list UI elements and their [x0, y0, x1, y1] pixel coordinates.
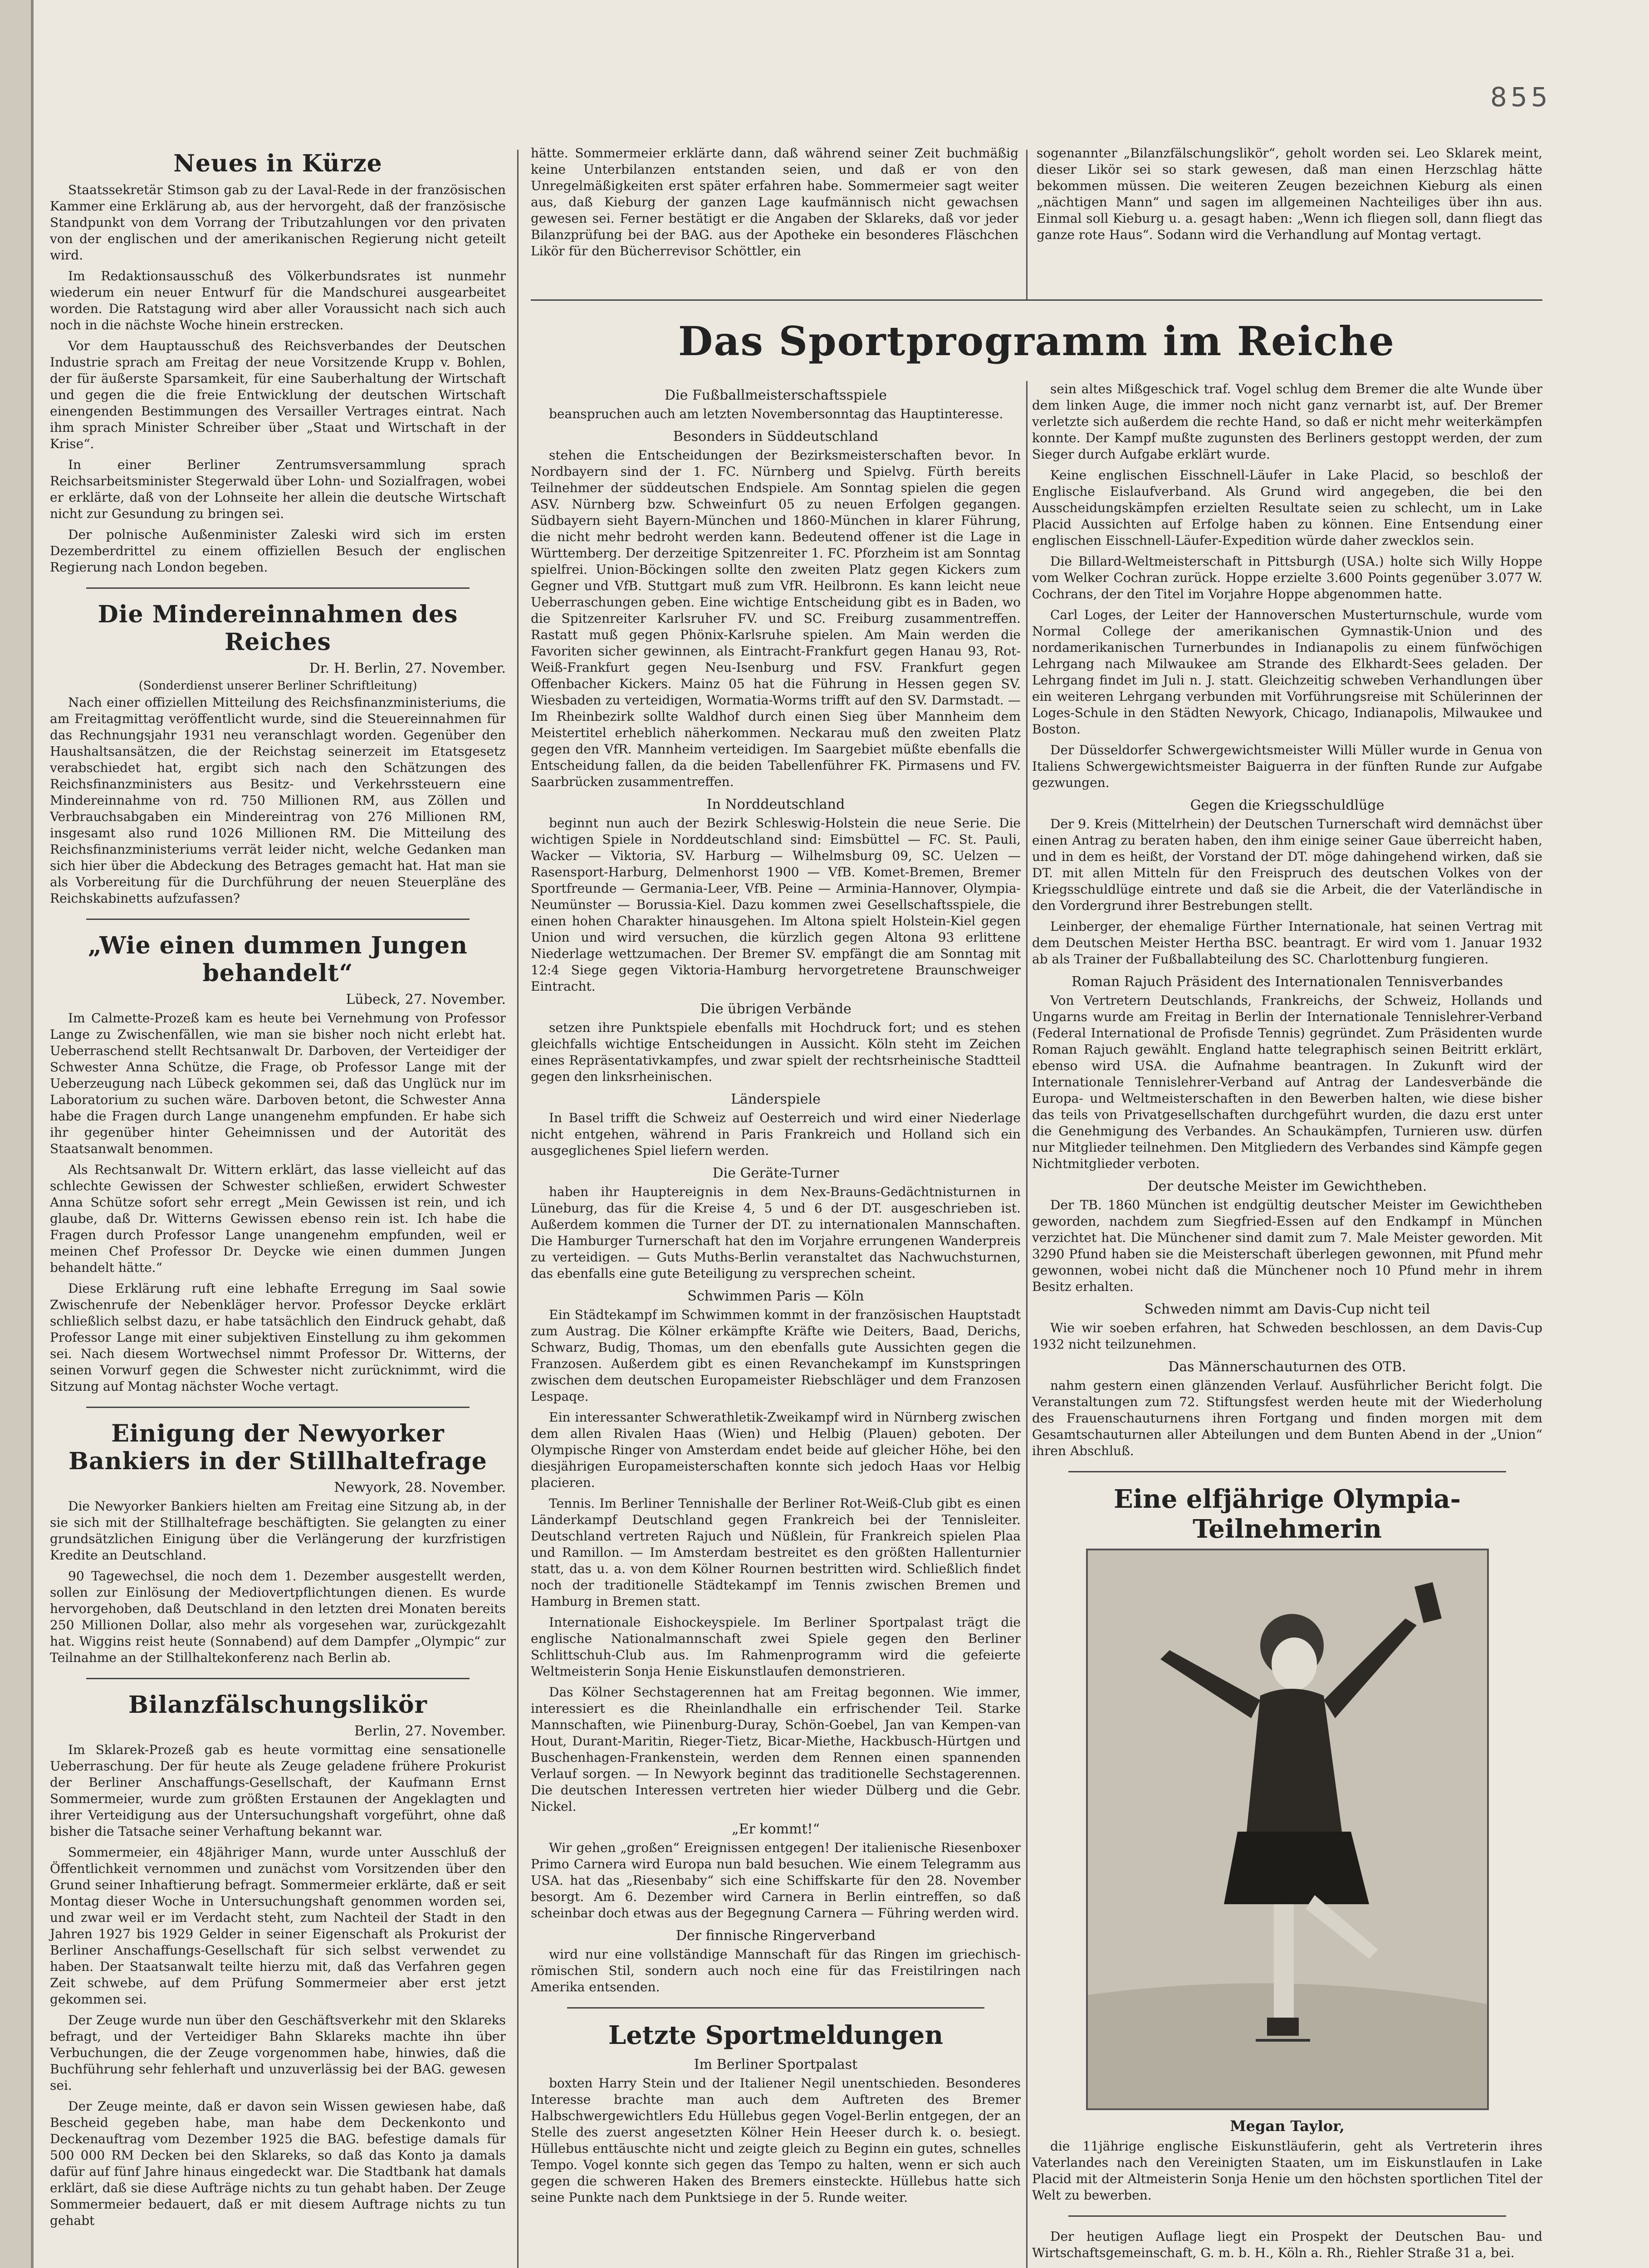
paragraph: Keine englischen Eisschnell-Läufer in Lake Placid, so beschloß der Englische Eislaufverband. Als Grund wird angegeben, die bei den Ausscheidungskämpfen erzielten Resultate seien zu schlecht, um in Lake Placid Aussichten auf Erfolge haben zu können. Eine Entsendung einer englischen Eisschnell-Läufer-Expedition würde daher zwecklos sein. [1032, 468, 1542, 548]
sport-column-left [531, 381, 1021, 2210]
paragraph: Der TB. 1860 München ist endgültig deutscher Meister im Gewichtheben geworden, nachdem zum Siegfried-Essen auf den Endkampf in München verzichtet hat. Die Münchener sind damit zum 7. Male Meister geworden. Mit 3290 Pfund haben sie die Meisterschaft überlegen gewonnen, mit Pfund mehr gewonnen, wobei nicht daß die Münchener noch 10 Pfund mehr in ihrem Besitz erhalten. [1032, 1198, 1542, 1294]
paragraph: Das Kölner Sechstagerennen hat am Freitag begonnen. Wie immer, interessiert es die Rheinlandhalle ein erfrischender Teil. Starke Mannschaften, wie Piinenburg-Duray, Schön-Goebel, Jan van Kempen-van Hout, Durant-Maritin, Rieger-Tietz, Bicar-Miethe, Hackbusch-Hürtgen und Buschenhagen-Frankenstein, werden dem Rennen einen spannenden Verlauf sorgen. — In Newyork beginnt das traditionelle Sechstagerennen. Die deutschen Interessen vertreten hier wieder Dülberg und die Gebr. Nickel. [531, 1685, 1021, 1814]
subheading: Der finnische Ringerverband [675, 1928, 876, 1944]
paragraph: In einer Berliner Zentrumsversammlung sprach Reichsarbeitsminister Stegerwald über Lohn- und Sozialfragen, wobei er erklärte, daß von der Lohnseite her allein die deutsche Wirtschaft nicht zur Gesundung zu bringen sei. [50, 457, 506, 521]
subheading: Schwimmen Paris — Köln [687, 1288, 864, 1304]
column-rule [1026, 150, 1028, 299]
paragraph: beanspruchen auch am letzten Novembersonntag das Hauptinteresse. [549, 406, 1003, 421]
paragraph: Internationale Eishockeyspiele. Im Berliner Sportpalast trägt die englische Nationalmannschaft zwei Spiele gegen den Berliner Schlittschuh-Club aus. Im Rahmenprogramm wird die gefeierte Weltmeisterin Sonja Henie Eiskunstlaufen demonstrieren. [531, 1615, 1021, 1679]
divider [567, 2007, 984, 2009]
divider [86, 1678, 470, 1679]
photo-caption: Megan Taylor, [1230, 2117, 1345, 2135]
paragraph: Im Sklarek-Prozeß gab es heute vormittag eine sensationelle Ueberraschung. Der für heute als Zeuge geladene frühere Prokurist der Berliner Anschaffungs-Gesellschaft, der Kaufmann Ernst Sommermeier, wurde zum größten Erstaunen der Angeklagten und ihrer Verteidigung aus der Untersuchungshaft vorgeführt, ohne daß bisher die Tatsache seiner Verhaftung bekannt war. [50, 1742, 506, 1839]
paragraph: beginnt nun auch der Bezirk Schleswig-Holstein die neue Serie. Die wichtigen Spiele in Norddeutschland sind: Eimsbüttel — FC. St. Pauli, Wacker — Viktoria, SV. Harburg — Wilhelmsburg 09, SC. Uelzen — Rasensport-Harburg, Delmenhorst 1900 — VfB. Komet-Bremen, Bremer Sportfreunde — Germania-Leer, VfB. Peine — Arminia-Hannover, Olympia-Neumünster — Borussia-Kiel. Dazu kommen zwei Gesellschaftsspiele, die einen hohen Charakter hinausgehen. Im Altona spielt Holstein-Kiel gegen Union und wird versuchen, die kürzlich gegen Altona 93 erlittene Niederlage wettzumachen. Der Bremer SV. empfängt die am Sonntag mit 12:4 Siege gegen Viktoria-Hamburg hervorgetretene Braunschweiger Eintracht. [531, 816, 1021, 994]
olympia-title: Eine elfjährige Olympia-Teilnehmerin [1114, 1484, 1461, 1544]
article-mindereinnahmen [50, 601, 506, 907]
paragraph: Als Rechtsanwalt Dr. Wittern erklärt, das lasse vielleicht auf das schlechte Gewissen der Schwester schließen, erwidert Schwester Anna Schütze sofort sehr erregt „Mein Gewissen ist rein, und ich glaube, daß Dr. Witterns Gewissen ebenso rein ist. Ich habe die Fragen durch Professor Lange unangenehm empfunden, weil er meinen Chef Professor Dr. Deycke wie einen dummen Jungen behandelt hätte.“ [50, 1162, 506, 1275]
divider [86, 587, 470, 589]
paragraph: Leinberger, der ehemalige Fürther Internationale, hat seinen Vertrag mit dem Deutschen Meister Hertha BSC. beantragt. Er wird vom 1. Januar 1932 ab als Trainer der Fußballabteilung des SC. Charlottenburg fungieren. [1032, 919, 1542, 967]
subheading: Die übrigen Verbände [700, 1001, 851, 1017]
paragraph: Der 9. Kreis (Mittelrhein) der Deutschen Turnerschaft wird demnächst über einen Antrag zu beraten haben, den ihm einige seiner Gaue überreicht haben, und in dem es heißt, der Vorstand der DT. möge dahingehend wirken, daß sie DT. mit allen Mitteln für den Freispruch des deutschen Volkes von der Kriegsschuldlüge eintrete und daß sie die Arbeit, die der Vaterländische in den Vordergrund ihrer Bestrebungen stellt. [1032, 816, 1542, 913]
column-rule [517, 150, 519, 2268]
publisher-note: Der heutigen Auflage liegt ein Prospekt der Deutschen Bau- und Wirtschaftsgemeinschaft, G. m. b. H., Köln a. Rh., Riehler Straße 31 a, bei. [1032, 2229, 1542, 2260]
previous-page-edge [0, 0, 34, 2268]
paragraph: Der Düsseldorfer Schwergewichtsmeister Willi Müller wurde in Genua von Italiens Schwergewichtsmeister Baiguerra in der fünften Runde zur Aufgabe gezwungen. [1032, 743, 1542, 790]
paragraph: In Basel trifft die Schweiz auf Oesterreich und wird einer Niederlage nicht entgehen, während in Paris Frankreich und Holland sich ein ausgeglichenes Spiel liefern werden. [531, 1110, 1021, 1158]
article-title: Neues in Kürze [173, 150, 382, 177]
article-title: Einigung der Newyorker Bankiers in der Stillhaltefrage [69, 1420, 487, 1475]
paragraph: haben ihr Hauptereignis in dem Nex-Brauns-Gedächtnisturnen in Lüneburg, das für die Kreise 4, 5 und 6 der DT. ausgeschrieben ist. Außerdem kommen die Turner der DT. zu internationalen Mannschaften. Die Hamburger Turnerschaft hat den im Vorjahre errungenen Wanderpreis zu verteidigen. — Guts Muths-Berlin veranstaltet das Nachwuchsturnen, das ebenfalls eine gute Beteiligung zu versprechen scheint. [531, 1184, 1021, 1281]
subheading: In Norddeutschland [706, 797, 845, 812]
paragraph: Wie wir soeben erfahren, hat Schweden beschlossen, an dem Davis-Cup 1932 nicht teilzunehmen. [1032, 1320, 1542, 1352]
letzte-sport-title: Letzte Sportmeldungen [608, 2020, 944, 2050]
article-title: Bilanzfälschungslikör [128, 1691, 427, 1719]
divider [86, 1407, 470, 1408]
subheading: Gegen die Kriegsschuldlüge [1190, 797, 1385, 813]
paragraph: Im Redaktionsausschuß des Völkerbundsrates ist nunmehr wiederum ein neuer Entwurf für die Mandschurei ausgearbeitet worden. Die Ratstagung wird aber aller Voraussicht nach sich auch noch in die nächste Woche hinein erstrecken. [50, 269, 506, 332]
subheading: Das Männerschauturnen des OTB. [1168, 1359, 1406, 1375]
paragraph: Der Zeuge wurde nun über den Geschäftsverkehr mit den Sklareks befragt, und der Verteidiger Bahn Sklareks machte ihn über Verbuchungen, die der Zeuge vorgenommen habe, hinwies, daß die Buchführung sehr fehlerhaft und unzuverlässig bei der BAG. gewesen sei. [50, 2013, 506, 2093]
article-bilanz [50, 1691, 506, 2229]
paragraph: nahm gestern einen glänzenden Verlauf. Ausführlicher Bericht folgt. Die Veranstaltungen zum 72. Stiftungsfest werden heute mit der Wiederholung des Frauenschauturnens ihren Fortgang und finden morgen mit dem Gesamtschauturnen aller Abteilungen und dem Bunten Abend in der „Union“ ihren Abschluß. [1032, 1378, 1542, 1458]
article-jungen [50, 932, 506, 1395]
divider [1068, 1471, 1506, 1472]
paragraph: Die Billard-Weltmeisterschaft in Pittsburgh (USA.) holte sich Willy Hoppe vom Welker Cochran zurück. Hoppe erzielte 3.600 Points gegenüber 3.077 W. Cochrans, der den Titel im Vorjahre Hoppe abgenommen hatte. [1032, 554, 1542, 601]
paragraph: Vor dem Hauptausschuß des Reichsverbandes der Deutschen Industrie sprach am Freitag der neue Vorsitzende Krupp v. Bohlen, der für äußerste Sparsamkeit, für eine Sauberhaltung der Wirtschaft und gegen die die freie Entwicklung der deutschen Wirtschaft einengenden Bestimmungen des Versailler Vertrages eintrat. Nach ihm sprach Minister Schreiber über „Staat und Wirtschaft in der Krise“. [50, 338, 506, 451]
paragraph: Nach einer offiziellen Mitteilung des Reichsfinanzministeriums, die am Freitagmittag veröffentlicht wurde, sind die Steuereinnahmen für das Rechnungsjahr 1931 neu veranschlagt worden. Gegenüber den Haushaltsansätzen, die der Reichstag seinerzeit im Etatsgesetz verabschiedet hat, ergibt sich nach den Schätzungen des Reichsfinanzministers aus Besitz- und Verkehrssteuern eine Mindereinnahme von rd. 750 Millionen RM, aus Zöllen und Verbrauchsabgaben ein Mindereintrag von 276 Millionen RM, insgesamt also rund 1026 Millionen RM. Die Mitteilung des Reichsfinanzministeriums verrät leider nicht, welche Gedanken man sich hier über die Abdeckung des Betrages gemacht hat. Hat man sie als Vorbereitung für die Durchführung der neuen Steuerpläne des Reichskabinetts aufzufassen? [50, 695, 506, 906]
paragraph: Ein interessanter Schwerathletik-Zweikampf wird in Nürnberg zwischen dem allen Rivalen Haas (Wien) und Helbig (Plauen) geboten. Der Olympische Ringer von Amsterdam endet beide auf gleicher Höhe, bei den diesjährigen Europameisterschaften konnte sich jedoch Haas vor Helbig placieren. [531, 1410, 1021, 1490]
page-number: 855 [1490, 82, 1551, 112]
subheading: Schweden nimmt am Davis-Cup nicht teil [1144, 1301, 1430, 1317]
paragraph: Carl Loges, der Leiter der Hannoverschen Musterturnschule, wurde vom Normal College der amerikanischen Gymnastik-Union und des nordamerikanischen Turnerbundes in Indianapolis zu einem fünfwöchigen Lehrgang nach Milwaukee am Strande des Elkhardt-Sees geladen. Der Lehrgang findet im Juli n. J. statt. Gleichzeitig schweben Verhandlungen über ein weiteren Lehrgang verbunden mit Vorführungsreise mit Schülerinnen der Loges-Schule in den Städten Newyork, Chicago, Indianapolis, Milwaukee und Boston. [1032, 607, 1542, 737]
paragraph: Der polnische Außenminister Zaleski wird sich im ersten Dezemberdrittel zu einem offiziellen Besuch der englischen Regierung nach London begeben. [50, 527, 506, 575]
divider [1068, 2215, 1506, 2217]
dateline: Lübeck, 27. November. [346, 992, 506, 1007]
paragraph: 90 Tagewechsel, die noch dem 1. Dezember ausgestellt werden, sollen zur Einlösung der Mediovertpflichtungen dienen. Es wurde hervorgehoben, daß Deutschland in den letzten drei Monaten bereits 250 Millionen Dollar, also mehr als vorgesehen war, zurückgezahlt hat. Wiggins reist heute (Sonnabend) auf dem Dampfer „Olympic“ zur Teilnahme an der Stillhaltekonferenz nach Berlin ab. [50, 1569, 506, 1665]
paragraph: Diese Erklärung ruft eine lebhafte Erregung im Saal sowie Zwischenrufe der Nebenkläger hervor. Professor Deycke erklärt schließlich selbst dazu, er habe tatsächlich den Eindruck gehabt, daß Professor Lange mit einer subjektiven Einstellung zu ihm gekommen sei. Nach diesem Wortwechsel nimmt Professor Dr. Witterns, der seinen Vorwurf gegen die Schwester nicht zurücknimmt, wird die Sitzung auf Montag nächster Woche vertagt. [50, 1281, 506, 1394]
divider [531, 299, 1542, 301]
paragraph: Im Calmette-Prozeß kam es heute bei Vernehmung von Professor Lange zu Zwischenfällen, wie man sie bisher noch nicht erlebt hat. Ueberraschend stellt Rechtsanwalt Dr. Darboven, der Verteidiger der Schwester Anna Schütze, die Frage, ob Professor Lange mit der Ueberzeugung nach Lübeck gekommen sei, daß das Unglück nur im Laboratorium zu suchen wäre. Darboven betont, die Schwester Anna habe die Fragen durch Lange unangenehm empfunden. Er habe sich ihr gegenüber hinter Geheimnissen und der Autorität des Staatsanwalt benommen. [50, 1011, 506, 1156]
paragraph: boxten Harry Stein und der Italiener Negil unentschieden. Besonderes Interesse brachte man auch dem Auftreten des Bremer Halbschwergewichtlers Edu Hüllebus gegen Vogel-Berlin entgegen, der an Stelle des zuerst angesetzten Kölner Hein Heeser durch k. o. besiegt. Hüllebus enttäuschte nicht und zeigte gleich zu Beginn ein gutes, schnelles Tempo. Vogel konnte sich gegen das Tempo zu halten, wenn er sich auch gegen die schweren Haken des Bremers einsteckte. Hüllebus hatte sich seine Punkte nach dem Punktsiege in der 5. Runde weiter. [531, 2076, 1021, 2205]
article-neues [50, 150, 506, 576]
paragraph: die 11jährige englische Eiskunstläuferin, geht als Vertreterin ihres Vaterlandes nach den Vereinigten Staaten, um im Eiskunstlaufen in Lake Placid mit der Altmeisterin Sonja Henie um den höchsten sportlichen Titel der Welt zu bewerben. [1032, 2139, 1542, 2203]
bilanz-continuation-b: sogenannter „Bilanzfälschungslikör“, geholt worden sei. Leo Sklarek meint, dieser Likör sei so stark gewesen, daß man einen Herzschlag hätte bekommen müssen. Die weiteren Zeugen bezeichnen Kieburg als einen „nächtigen Mann“ und sagen im allgemeinen Nachteiliges über ihn aus. Einmal soll Kieburg u. a. gesagt haben: „Wenn ich fliegen soll, dann fliegt das ganze rote Haus“. Sodann wird die Verhandlung auf Montag vertagt. [1037, 146, 1542, 242]
service-note: (Sonderdienst unserer Berliner Schriftleitung) [138, 679, 417, 693]
dateline: Newyork, 28. November. [334, 1480, 506, 1496]
paragraph: Tennis. Im Berliner Tennishalle der Berliner Rot-Weiß-Club gibt es einen Länderkampf Deutschland gegen Frankreich bei der Tennisleiter. Deutschland vertreten Rajuch und Nüßlein, für Frankreich spielen Plaa und Ramillon. — Im Amsterdam bestreitet es den größten Hallenturnier statt, das u. a. von dem Kölner Rournen bestritten wird. Schließlich findet noch der traditionelle Städtekampf im Tennis zwischen Bremen und Hamburg in Bremen statt. [531, 1496, 1021, 1609]
article-title: Die Mindereinnahmen des Reiches [98, 601, 458, 656]
subheading: Im Berliner Sportpalast [694, 2057, 858, 2072]
paragraph: Sommermeier, ein 48jähriger Mann, wurde unter Ausschluß der Öffentlichkeit vernommen und zunächst vom Vorsitzenden über den Grund seiner Inhaftierung befragt. Sommermeier erklärte, daß er seit Montag dieser Woche in Untersuchungshaft genommen worden sei, und zwar weil er im Verdacht steht, zum Nachteil der Stadt in den Jahren 1927 bis 1929 Gelder in seiner Eigenschaft als Prokurist der Berliner Anschaffungs-Gesellschaft für sich selbst verwendet zu haben. Der Staatsanwalt teilte hierzu mit, daß das Verfahren gegen Zeit schwebe, auf dem Prüfung Sommermeier aber erst jetzt gekommen sei. [50, 1845, 506, 2007]
divider [86, 919, 470, 920]
dateline: Berlin, 27. November. [354, 1723, 506, 1739]
paragraph: wird nur eine vollständige Mannschaft für das Ringen im griechisch-römischen Stil, sondern auch noch eine für das Freistilringen nach Amerika entsenden. [531, 1947, 1021, 1994]
subheading: Die Fußballmeisterschaftsspiele [665, 387, 887, 403]
dateline: Dr. H. Berlin, 27. November. [309, 660, 506, 676]
subheading: Besonders in Süddeutschland [673, 429, 879, 445]
article-title: „Wie einen dummen Jungen behandelt“ [88, 932, 468, 987]
article-newyork [50, 1420, 506, 1666]
paragraph: Ein Städtekampf im Schwimmen kommt in der französischen Hauptstadt zum Austrag. Die Kölner erkämpfte Kräfte wie Deiters, Baad, Derichs, Schwarz, Budig, Thomas, um den ebenfalls gute Aussichten gegen die Franzosen. Außerdem gibt es einen Revanchekampf im Kunstspringen zwischen dem deutschen Europameister Riebschläger und dem Franzosen Lespaqe. [531, 1307, 1021, 1404]
subheading: „Er kommt!“ [732, 1821, 820, 1837]
paragraph: Von Vertretern Deutschlands, Frankreichs, der Schweiz, Hollands und Ungarns wurde am Freitag in Berlin der Internationale Tennislehrer-Verband (Federal International de Profisde Tennis) gegründet. Zum Präsidenten wurde Roman Rajuch gewählt. England hatte telegraphisch seinen Beitritt erklärt, ebenso wird USA. die Aufnahme beantragen. In Zukunft wird der Internationale Tennislehrer-Verband auf Antrag der Landesverbände die Europa- und Weltmeisterschaften in den Bewerben halten, wie diese bisher das teils von Privatgesellschaften durchgeführt wurden, die dazu erst unter die Genehmigung des Verbandes. An Schaukämpfen, Turnieren usw. dürfen nur Mitglieder teilnehmen. Den Mitgliedern des Verbandes sind Kämpfe gegen Nichtmitglieder verboten. [1032, 993, 1542, 1171]
sport-headline: Das Sportprogramm im Reiche [678, 318, 1395, 365]
subheading: Roman Rajuch Präsident des Internationalen Tennisverbandes [1072, 974, 1503, 990]
bilanz-continuation-a: hätte. Sommermeier erklärte dann, daß während seiner Zeit buchmäßig keine Unterbilanzen entstanden seien, und daß er von den Unregelmäßigkeiten erst später erfahren habe. Sommermeier sagt weiter aus, daß Kieburg der ganzen Lage kaufmännisch nicht gewachsen gewesen sei. Ferner bestätigt er die Angaben der Sklareks, daß vor jeder Bilanzprüfung bei der BAG. aus der Apotheke ein besonderes Fläschchen Likör für den Bücherrevisor Schöttler, ein [531, 146, 1018, 259]
skater-figure [1088, 1550, 1487, 2108]
subheading: Der deutsche Meister im Gewichtheben. [1147, 1178, 1427, 1194]
column-1 [50, 150, 506, 2234]
paragraph: Der Zeuge meinte, daß er davon sein Wissen gewiesen habe, daß Bescheid gegeben habe, man habe dem Deckenkonto und Deckenauftrag vom Dezember 1925 die BAG. befestige damals für 500 000 RM Decken bei den Sklareks, so daß das Konto ja damals dafür auf fünf Jahre hinaus eingedeckt war. Die Stadtbank hat damals erklärt, daß sie diese Aufträge nichts zu tun gehabt haben. Der Zeuge Sommermeier bedauert, daß er mit diesem Auftrage nichts zu tun gehabt [50, 2099, 506, 2228]
subheading: Länderspiele [731, 1091, 821, 1107]
column-rule [1026, 381, 1028, 2268]
sport-column-right [1032, 381, 1542, 2266]
paragraph: Staatssekretär Stimson gab zu der Laval-Rede in der französischen Kammer eine Erklärung ab, aus der hervorgeht, daß der französische Standpunkt von dem Vorrang der Tributzahlungen vor den privaten von der englischen und der amerikanischen Regierung nicht geteilt wird. [50, 182, 506, 263]
skater-photo [1086, 1549, 1489, 2110]
paragraph: sein altes Mißgeschick traf. Vogel schlug dem Bremer die alte Wunde über dem linken Auge, die immer noch nicht ganz vernarbt ist, auf. Der Bremer verletzte sich außerdem die rechte Hand, so daß er nicht mehr weiterkämpfen konnte. Der Kampf mußte zugunsten des Berliners gestoppt werden, der zum Sieger durch Aufgabe erklärt wurde. [1032, 381, 1542, 462]
paragraph: setzen ihre Punktspiele ebenfalls mit Hochdruck fort; und es stehen gleichfalls wichtige Entscheidungen in Aussicht. Köln steht im Zeichen eines Repräsentativkampfes, und zwar spielt der rechtsrheinische Stadtteil gegen den linksrheinischen. [531, 1020, 1021, 1084]
paragraph: stehen die Entscheidungen der Bezirksmeisterschaften bevor. In Nordbayern sind der 1. FC. Nürnberg und Spielvg. Fürth bereits Teilnehmer der süddeutschen Endspiele. Am Sonntag spielen die gegen ASV. Nürnberg bzw. Schweinfurt 05 zu neuen Erfolgen gegangen. Südbayern sieht Bayern-München und 1860-München in klarer Führung, die nicht mehr bedroht werden kann. Bedeutend offener ist die Lage in Württemberg. Der derzeitige Spitzenreiter 1. FC. Pforzheim ist am Sonntag spielfrei. Union-Böckingen sollte den zweiten Platz gegen Kickers zum Gegner und VfB. Stuttgart muß zum VfR. Heilbronn. Es kann leicht neue Ueberraschungen geben. Eine wichtige Entscheidung gibt es in Baden, wo die Spitzenreiter Karlsruher FV. und SC. Freiburg zusammentreffen. Rastatt muß gegen Phönix-Karlsruhe spielen. Am Main werden die Favoriten sicher gewinnen, als Eintracht-Frankfurt gegen Hanau 93, Rot-Weiß-Frankfurt gegen Neu-Isenburg und FSV. Frankfurt gegen Offenbacher Kickers. Mainz 05 hat die Führung in Hessen gegen SV. Wiesbaden zu verteidigen, Wormatia-Worms trifft auf den SV. Darmstadt. — Im Rheinbezirk sollte Waldhof durch einen Sieg über Mannheim dem Meistertitel erheblich näherkommen. Neckarau muß den zweiten Platz gegen den VfR. Mannheim verteidigen. Im Saargebiet müßte ebenfalls die Entscheidung fallen, da die beiden Tabellenführer FK. Pirmasens und FV. Saarbrücken zusammentreffen. [531, 448, 1021, 789]
paragraph: Wir gehen „großen“ Ereignissen entgegen! Der italienische Riesenboxer Primo Carnera wird Europa nun bald besuchen. Wie einem Telegramm aus USA. hat das „Riesenbaby“ sich eine Schiffskarte für den 28. November besorgt. Am 6. Dezember wird Carnera in Berlin eintreffen, so daß scheinbar doch etwas aus der Begegnung Carnera — Führing werden wird. [531, 1840, 1021, 1921]
paragraph: Die Newyorker Bankiers hielten am Freitag eine Sitzung ab, in der sie sich mit der Stillhaltefrage beschäftigten. Sie gelangten zu einer grundsätzlichen Einigung über die Verlängerung der kurzfristigen Kredite an Deutschland. [50, 1499, 506, 1563]
subheading: Die Geräte-Turner [712, 1165, 839, 1181]
